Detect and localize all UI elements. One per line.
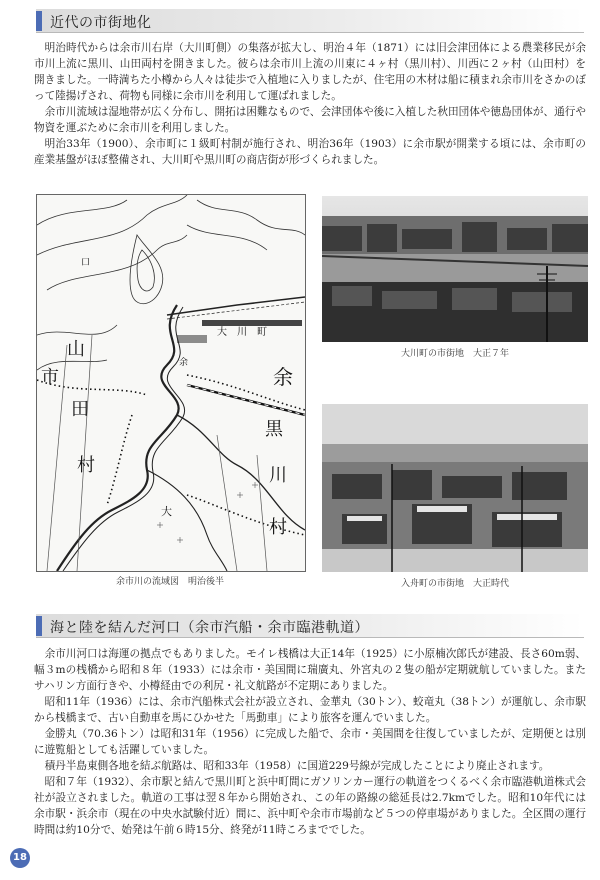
heading-accent-bar (36, 616, 42, 636)
photo-okawa-street (322, 196, 588, 342)
historic-map-figure (36, 194, 306, 572)
photo-irifune-street (322, 404, 588, 572)
page-number: 18 (10, 848, 30, 868)
section-title: 海と陸を結んだ河口（余市汽船・余市臨港軌道） (50, 620, 369, 636)
map-label-omachi: 大川町 (217, 327, 277, 338)
section-title: 近代の市街地化 (50, 15, 152, 31)
section-heading-modern-urbanization (36, 9, 584, 33)
photo2-caption: 入舟町の市街地 大正時代 (400, 579, 509, 589)
photo-irifune-image (322, 404, 588, 572)
map-label-mountain: 口 (81, 258, 91, 268)
map-label-yama: 山 (67, 339, 85, 360)
paragraph: 明治時代からは余市川右岸（大川町側）の集落が拡大し、明治４年（1871）には旧会津団体による農業移民が余市川上流に黒川、山田両村を開きました。彼らは余市川上流の川東に４ヶ村（黒川村）、川西に２ヶ村（山田村）を開きました。一時満ちた小樽から人々は徒歩で入植地に入りましたが、住宅用の木材は船に積まれ余市川をさかのぼって陸揚げされ、荷物も同様に余市川を利用して運ばれました。 (34, 42, 586, 102)
map-label-river: 余 (179, 358, 189, 368)
photo-okawa-image (322, 196, 588, 342)
photo1-caption: 大川町の市街地 大正７年 (400, 349, 509, 359)
map-label-yoichi: 余 (273, 365, 293, 389)
map-label-ta: 田 (71, 399, 89, 420)
map-caption: 余市川の流域図 明治後半 (115, 577, 224, 587)
paragraph: 積丹半島東側各地を結ぶ航路は、昭和33年（1958）に国道229号線が完成したことにより廃止されます。 (44, 760, 550, 772)
paragraph: 昭和７年（1932）、余市駅と結んで黒川町と浜中町間にガソリンカー運行の軌道をつくるべく余市臨港軌道株式会社が設立されました。軌道の工事は翌８年から開始され、この年の路線の総延長は2.7kmでした。昭和10年代には余市駅・浜余市（現在の中央水試験付近）間に、浜中町や余市市場前など５つの停車場がありました。全区間の運行時間は約10分で、始発は午前６時15分、終発が11時ころまででした。 (34, 776, 586, 836)
map-label-ookawa: 大 (161, 505, 172, 518)
section2-body (34, 646, 586, 838)
section1-body (34, 40, 586, 168)
heading-accent-bar (36, 11, 42, 31)
paragraph: 明治33年（1900）、余市町に１級町村制が施行され、明治36年（1903）に余市駅が開業する頃には、余市町の産業基盤がほぼ整備され、大川町や黒川町の商店街が形づくられました。 (34, 138, 586, 166)
map-label-kuro: 黒 (265, 419, 283, 440)
paragraph: 余市川河口は海運の拠点でもありました。モイレ桟橋は大正14年（1925）に小原楠次郎氏が建設、長さ60m弱、幅３mの桟橋から昭和８年（1933）には余市・美国間に瑞廣丸、外宮丸の２隻の船が定期就航していました。またサハリン方面行きや、小樽経由での利尻・礼文航路が不定期にありました。 (34, 648, 586, 692)
paragraph: 金勝丸（70.36トン）は昭和31年（1956）に完成した船で、余市・美国間を往復していましたが、定期便とは別に遊覧船としても活躍していました。 (34, 728, 586, 756)
paragraph: 昭和11年（1936）には、余市汽船株式会社が設立され、金華丸（30トン）、蛟竜丸（38トン）が運航し、余市駅から桟橋まで、古い自動車を馬にひかせた「馬動車」により旅客を運んでいました。 (34, 696, 586, 724)
section-heading-river-mouth (36, 614, 584, 638)
map-label-yamada-mura: 村 (77, 455, 95, 476)
paragraph: 余市川流域は湿地帯が広く分布し、開拓は困難なもので、会津団体や後に入植した秋田団体や徳島団体が、通行や物資を運ぶために余市川を利用しました。 (34, 106, 586, 134)
map-label-kawa: 川 (269, 465, 287, 486)
map-label-shi: 市 (41, 367, 59, 388)
map-label-mura: 村 (269, 517, 287, 538)
